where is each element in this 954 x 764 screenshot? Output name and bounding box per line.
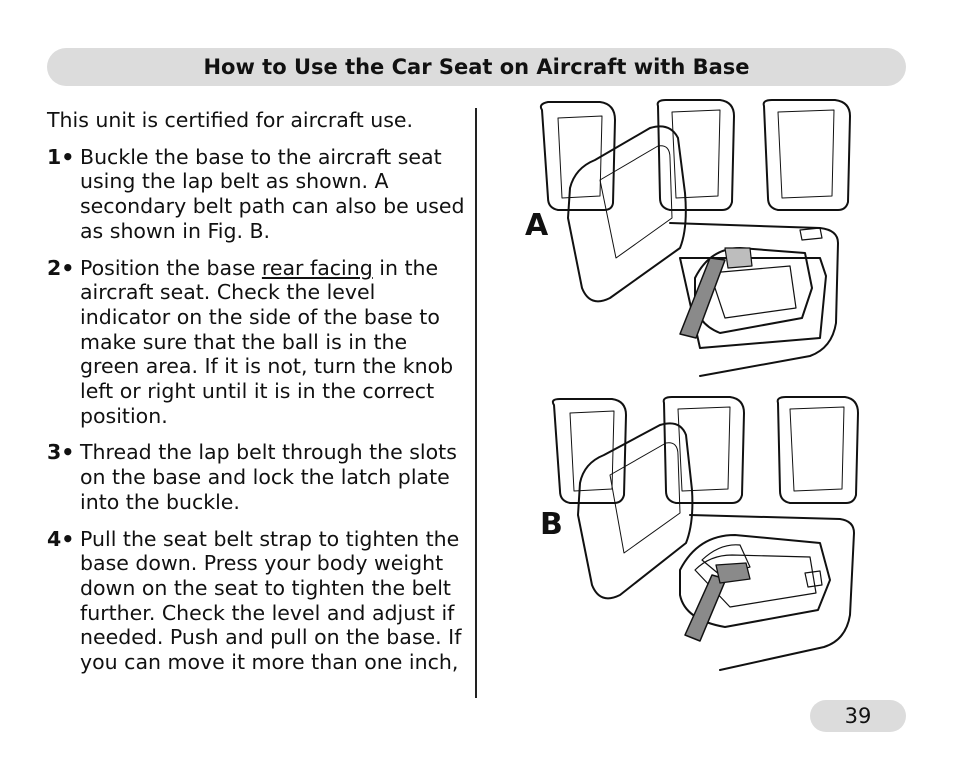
step-text xyxy=(80,527,467,675)
instructions-column xyxy=(47,108,467,687)
step-text xyxy=(80,256,467,429)
intro-text: This unit is certified for aircraft use. xyxy=(47,108,414,132)
figure-b-label: B xyxy=(540,507,563,542)
step-3 xyxy=(47,440,467,514)
section-title: How to Use the Car Seat on Aircraft with Base xyxy=(203,55,750,79)
step-number: 2• xyxy=(47,255,75,280)
step-text-part: Position the base xyxy=(80,255,262,280)
step-2 xyxy=(47,256,467,429)
column-divider xyxy=(475,108,477,698)
step-text-part: Buckle the base to the aircraft seat using the lap belt as shown. A secondary belt path can also be used as shown in Fig. B. xyxy=(80,144,465,243)
step-number: 1• xyxy=(47,144,75,169)
page-number: 39 xyxy=(844,704,872,728)
rear-facing-underlined: rear facing xyxy=(261,255,373,280)
step-text-part: in the aircraft seat. Check the level indicator on the side of the base to make sure that the ball is in the green area. If it is not, turn the knob left or right until it is in the correct position. xyxy=(80,255,454,428)
step-text xyxy=(80,440,467,514)
step-4 xyxy=(47,527,467,675)
page-number-badge xyxy=(810,700,906,732)
figure-a-label: A xyxy=(525,208,549,243)
figure-a xyxy=(520,98,860,378)
step-text xyxy=(80,145,467,244)
aircraft-seat-with-base-lap-belt-illustration-icon xyxy=(520,98,860,378)
figure-b xyxy=(520,395,860,675)
step-number: 4• xyxy=(47,526,75,551)
step-text-part: Pull the seat belt strap to tighten the base down. Press your body weight down on the seat to tighten the belt further. Check the level and adjust if needed. Push and pull on the base. If you can move it more than one inch, xyxy=(80,526,462,675)
step-number: 3• xyxy=(47,440,75,465)
section-title-bar xyxy=(47,48,906,86)
aircraft-seat-with-base-secondary-belt-path-illustration-icon xyxy=(520,395,860,675)
step-text-part: Thread the lap belt through the slots on the base and lock the latch plate into the buckle. xyxy=(80,440,457,514)
step-1 xyxy=(47,145,467,244)
